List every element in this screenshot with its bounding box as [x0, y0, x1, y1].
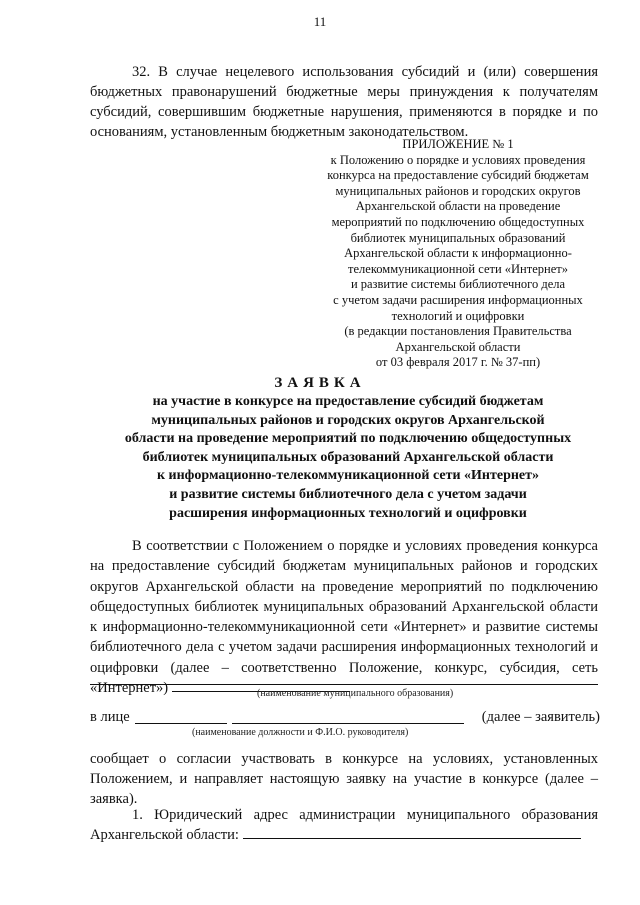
intro-paragraph: [90, 536, 598, 698]
municipality-blank-line[interactable]: [90, 684, 598, 685]
municipality-caption: (наименование муниципального образования): [257, 688, 454, 699]
official-caption: (наименование должности и Ф.И.О. руководителя): [192, 727, 409, 738]
application-subtitle: на участие в конкурсе на предоставление субсидий бюджетам муниципальных районов и городских округов Архангельской области на проведение мероприятий по подключению общедоступных библиотек муниципальных образований Архангельской области к информационно-телекоммуникационной сети «Интернет» и развитие системы библиотечного дела с учетом задачи расширения информационных технологий и оцифровки: [124, 394, 572, 521]
appendix-block: [312, 137, 604, 371]
application-title: ЗАЯВКА: [274, 375, 366, 391]
consent-paragraph: сообщает о согласии участвовать в конкурсе на условиях, установленных Положением, и направляет настоящую заявку на участие в конкурсе (далее – заявка).: [90, 751, 598, 807]
representative-position-blank[interactable]: [135, 723, 227, 724]
representative-label: в лице: [90, 709, 130, 725]
page-number: 11: [313, 14, 327, 29]
representative-tail: (далее – заявитель): [481, 709, 600, 725]
address-blank[interactable]: [243, 826, 581, 839]
appendix-body: к Положению о порядке и условиях проведения конкурса на предоставление субсидий бюджетам муниципальных районов и городских округов Архангельской области на проведение мероприятий по подключению общедоступных библиотек муниципальных образований Архангельской области к информационно- телекоммуникационной сети «Интернет» и развитие системы библиотечного дела с учетом задачи расширения информационных технологий и оцифровки (в редакции постановления Правительства Архангельской области от 03 февраля 2017 г. № 37-пп): [327, 152, 589, 370]
representative-row: [90, 709, 600, 729]
item-1-text: 1. Юридический адрес администрации муниципального образования Архангельской области:: [90, 807, 598, 843]
appendix-title: ПРИЛОЖЕНИЕ № 1: [402, 137, 514, 151]
representative-name-blank[interactable]: [232, 723, 464, 724]
intro-text: В соответствии с Положением о порядке и условиях проведения конкурса на предоставление субсидий бюджетам муниципальных районов и городских округов Архангельской области на проведение мероприятий по подключению общедоступных библиотек муниципальных образований Архангельской области к информационно-телекоммуникационной сети «Интернет» и развитие системы библиотечного дела с учетом задачи расширения информационных технологий и оцифровки (далее – соответственно Положение, конкурс, субсидия, сеть «Интернет»): [90, 538, 598, 697]
item-1-paragraph: [90, 805, 598, 845]
paragraph-32: 32. В случае нецелевого использования субсидий и (или) совершения бюджетных правонарушений бюджетные меры принуждения к получателям субсидий, совершившим бюджетные нарушения, применяются в порядке и по основаниям, установленным бюджетным законодательством.: [90, 64, 598, 140]
